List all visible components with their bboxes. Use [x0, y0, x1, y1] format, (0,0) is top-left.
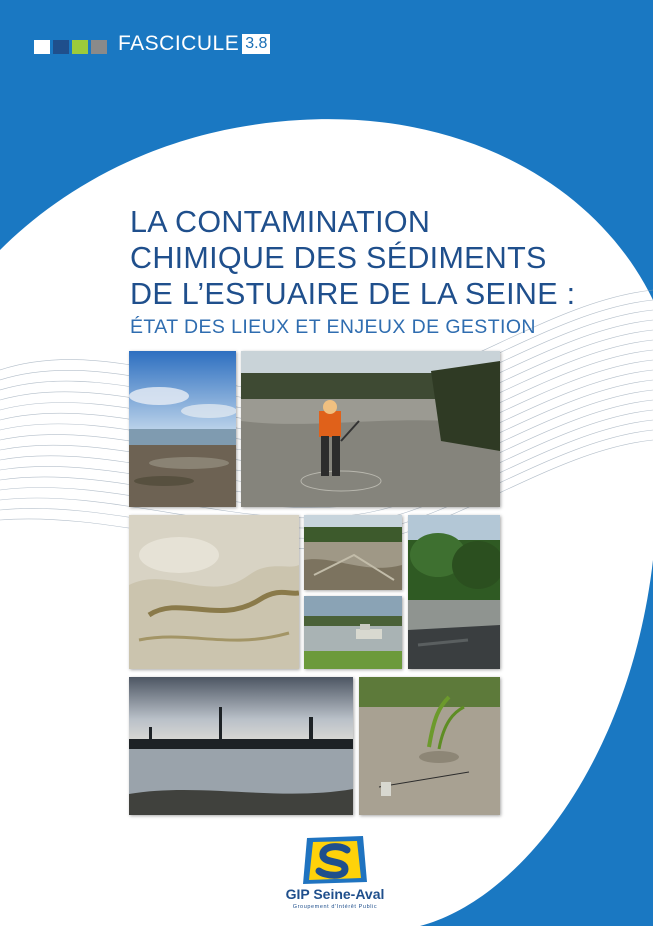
square-grey: [91, 40, 107, 54]
square-green: [72, 40, 88, 54]
fascicule-number: 3.8: [242, 34, 270, 54]
s-letter-logo-icon: [299, 836, 371, 886]
cover-subtitle: ÉTAT DES LIEUX ET ENJEUX DE GESTION: [130, 316, 536, 338]
title-line: LA CONTAMINATION: [130, 205, 431, 239]
photo-river-sampling: [241, 351, 500, 507]
cover-title: [130, 204, 630, 312]
photo-sediment-closeup: [129, 515, 299, 669]
photo-riverbank: [304, 515, 402, 590]
photo-boat-river: [304, 596, 402, 669]
square-white: [34, 40, 50, 54]
header-color-squares: [34, 40, 107, 54]
photo-estuary-mudflat: [129, 351, 236, 507]
title-line: CHIMIQUE DES SÉDIMENTS: [130, 241, 547, 275]
fascicule-label: FASCICULE: [118, 32, 240, 55]
photo-industrial-shore: [129, 677, 353, 815]
fascicule-heading: [118, 32, 270, 56]
photo-wooded-shore: [408, 515, 500, 669]
logo-tagline: Groupement d'Intérêt Public: [292, 904, 378, 910]
square-dark-blue: [53, 40, 69, 54]
photo-mud-vegetation: [359, 677, 500, 815]
logo-name: GIP Seine-Aval: [285, 886, 385, 902]
title-line: DE L’ESTUAIRE DE LA SEINE :: [130, 277, 576, 311]
